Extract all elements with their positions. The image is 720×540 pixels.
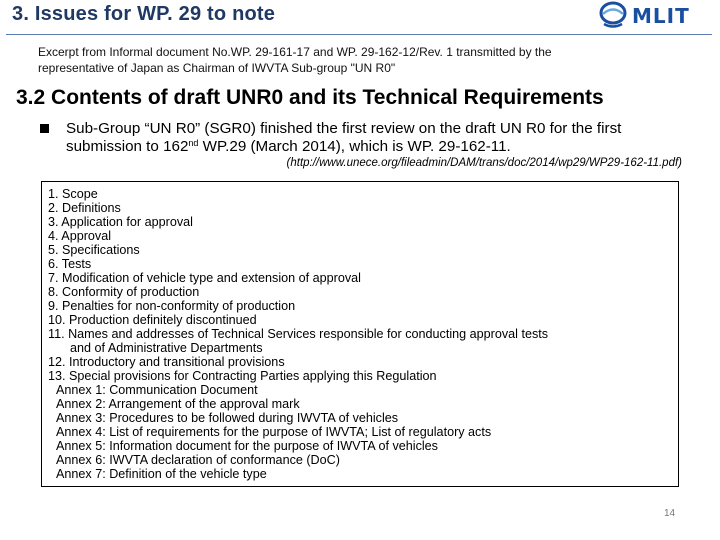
toc-item: 4. Approval	[48, 229, 112, 243]
toc-item-continuation: and of Administrative Departments	[70, 341, 263, 355]
section-heading: 3.2 Contents of draft UNR0 and its Technical Requirements	[16, 86, 604, 109]
toc-annex: Annex 6: IWVTA declaration of conformance (DoC)	[56, 453, 340, 467]
page-number: 14	[664, 508, 676, 519]
toc-item: 7. Modification of vehicle type and extension of approval	[48, 271, 361, 285]
toc-item: 11. Names and addresses of Technical Services responsible for conducting approval tests	[48, 327, 549, 341]
toc-item: 1. Scope	[48, 187, 98, 201]
excerpt-note	[38, 44, 678, 76]
excerpt-line: representative of Japan as Chairman of IWVTA Sub-group "UN R0"	[38, 61, 396, 75]
bullet-text-part: Sub-Group “UN R0” (SGR0) finished the first review on the draft UN R0 for the first submission to 162	[66, 120, 622, 155]
toc-annex: Annex 5: Information document for the purpose of IWVTA of vehicles	[56, 439, 438, 453]
bullet-text	[66, 120, 696, 156]
square-bullet-icon	[40, 124, 49, 133]
toc-annex: Annex 1: Communication Document	[56, 383, 258, 397]
toc-item: 12. Introductory and transitional provisions	[48, 355, 285, 369]
toc-item: 3. Application for approval	[48, 215, 193, 229]
logo-wordmark: MLIT	[632, 4, 690, 28]
title-divider	[6, 34, 712, 35]
toc-annex: Annex 7: Definition of the vehicle type	[56, 467, 267, 481]
toc-item: 9. Penalties for non-conformity of production	[48, 299, 296, 313]
mlit-emblem-icon	[597, 1, 629, 31]
toc-annex: Annex 2: Arrangement of the approval mark	[56, 397, 300, 411]
toc-item: 13. Special provisions for Contracting Parties applying this Regulation	[48, 369, 437, 383]
toc-item: 8. Conformity of production	[48, 285, 200, 299]
mlit-logo	[597, 1, 717, 31]
toc-item: 6. Tests	[48, 257, 92, 271]
toc-item: 10. Production definitely discontinued	[48, 313, 257, 327]
excerpt-line: Excerpt from Informal document No.WP. 29-161-17 and WP. 29-162-12/Rev. 1 transmitted by the	[38, 45, 552, 59]
toc-item: 5. Specifications	[48, 243, 140, 257]
slide-title: 3. Issues for WP. 29 to note	[12, 3, 276, 25]
toc-item: 2. Definitions	[48, 201, 121, 215]
table-of-contents	[48, 187, 678, 481]
bullet-text-part: WP.29 (March 2014), which is WP. 29-162-11.	[198, 138, 511, 155]
toc-annex: Annex 3: Procedures to be followed during IWVTA of vehicles	[56, 411, 399, 425]
toc-annex: Annex 4: List of requirements for the purpose of IWVTA; List of regulatory acts	[56, 425, 492, 439]
document-url: (http://www.unece.org/fileadmin/DAM/trans/doc/2014/wp29/WP29-162-11.pdf)	[286, 157, 682, 169]
bullet-superscript: nd	[188, 138, 199, 148]
